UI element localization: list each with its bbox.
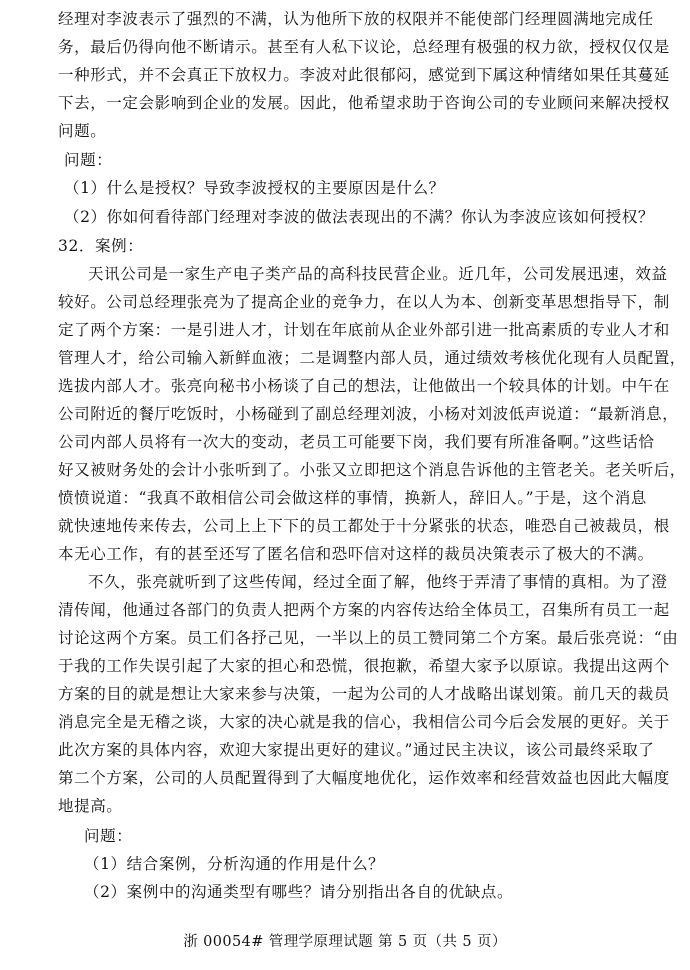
paragraph-line: 公司内部人员将有一次大的变动，老员工可能要下岗，我们要有所准备啊。”这些话恰 — [58, 433, 655, 451]
paragraph-line: 下去，一定会影响到企业的发展。因此，他希望求助于咨询公司的专业顾问来解决授权 — [58, 94, 670, 112]
paragraph-line: 不久，张亮就听到了这些传闻，经过全面了解，他终于弄清了事情的真相。为了澄 — [88, 573, 668, 591]
paragraph-line: 公司附近的餐厅吃饭时，小杨碰到了副总经理刘波，小杨对刘波低声说道：“最新消息， — [58, 405, 679, 423]
paragraph-line: 愤愤说道：“我真不敢相信公司会做这样的事情，换新人，辞旧人。”于是，这个消息 — [58, 489, 647, 507]
paragraph-line: 选拔内部人才。张亮向秘书小杨谈了自己的想法，让他做出一个较具体的计划。中午在 — [58, 377, 670, 395]
question-item: （1）什么是授权？导致李波授权的主要原因是什么？ — [64, 179, 445, 197]
paragraph-line: 好又被财务处的会计小张听到了。小张又立即把这个消息告诉他的主管老关。老关听后， — [58, 461, 686, 479]
page-footer: 浙 00054# 管理学原理试题 第 5 页（共 5 页） — [183, 934, 507, 950]
paragraph-line: 务，最后仍得向他不断请示。甚至有人私下议论，总经理有极强的权力欲，授权仅仅是 — [58, 38, 670, 56]
paragraph-line: 本无心工作，有的甚至还写了匿名信和恐吓信对这样的裁员决策表示了极大的不满。 — [58, 545, 654, 563]
paragraph-line: 方案的目的就是想让大家来参与决策，一起为公司的人才战略出谋划策。前几天的裁员 — [58, 685, 670, 703]
paragraph-line: 问题。 — [58, 122, 107, 140]
paragraph-line: 就快速地传来传去，公司上上下下的员工都处于十分紧张的状态，唯恐自己被裁员，根 — [58, 517, 670, 535]
paragraph-line: 定了两个方案：一是引进人才，计划在年底前从企业外部引进一批高素质的专业人才和 — [58, 321, 670, 339]
paragraph-line: 天讯公司是一家生产电子类产品的高科技民营企业。近几年，公司发展迅速，效益 — [88, 265, 668, 283]
paragraph-line: 消息完全是无稽之谈，大家的决心就是我的信心，我相信公司今后会发展的更好。关于 — [58, 713, 670, 731]
paragraph-line: 管理人才，给公司输入新鲜血液；二是调整内部人员，通过绩效考核优化现有人员配置， — [58, 349, 686, 367]
question-item: （1）结合案例，分析沟通的作用是什么？ — [84, 855, 385, 873]
questions-label: 问题： — [64, 151, 113, 169]
paragraph-line: 一种形式，并不会真正下放权力。李波对此很郁闷，感觉到下属这种情绪如果任其蔓延 — [58, 66, 670, 84]
paragraph-line: 地提高。 — [58, 797, 123, 815]
paragraph-line: 此次方案的具体内容，欢迎大家提出更好的建议。”通过民主决议，该公司最终采取了 — [58, 741, 655, 759]
paragraph-line: 于我的工作失误引起了大家的担心和恐慌，很抱歉，希望大家予以原谅。我提出这两个 — [58, 657, 670, 675]
question-item: （2）你如何看待部门经理对李波的做法表现出的不满？你认为李波应该如何授权？ — [64, 208, 655, 226]
questions-label: 问题： — [84, 827, 133, 845]
paragraph-line: 清传闻，他通过各部门的负责人把两个方案的内容传达给全体员工，召集所有员工一起 — [58, 601, 670, 619]
paragraph-line: 第二个方案，公司的人员配置得到了大幅度地优化，运作效率和经营效益也因此大幅度 — [58, 769, 670, 787]
paragraph-line: 讨论这两个方案。员工们各抒己见，一半以上的员工赞同第二个方案。最后张亮说：“由 — [58, 629, 679, 647]
paragraph-line: 较好。公司总经理张亮为了提高企业的竞争力，在以人为本、创新变革思想指导下，制 — [58, 293, 670, 311]
question-item: （2）案例中的沟通类型有哪些？请分别指出各自的优缺点。 — [84, 883, 514, 901]
question-heading: 32．案例： — [58, 237, 144, 255]
paragraph-line: 经理对李波表示了强烈的不满，认为他所下放的权限并不能使部门经理圆满地完成任 — [58, 10, 654, 28]
